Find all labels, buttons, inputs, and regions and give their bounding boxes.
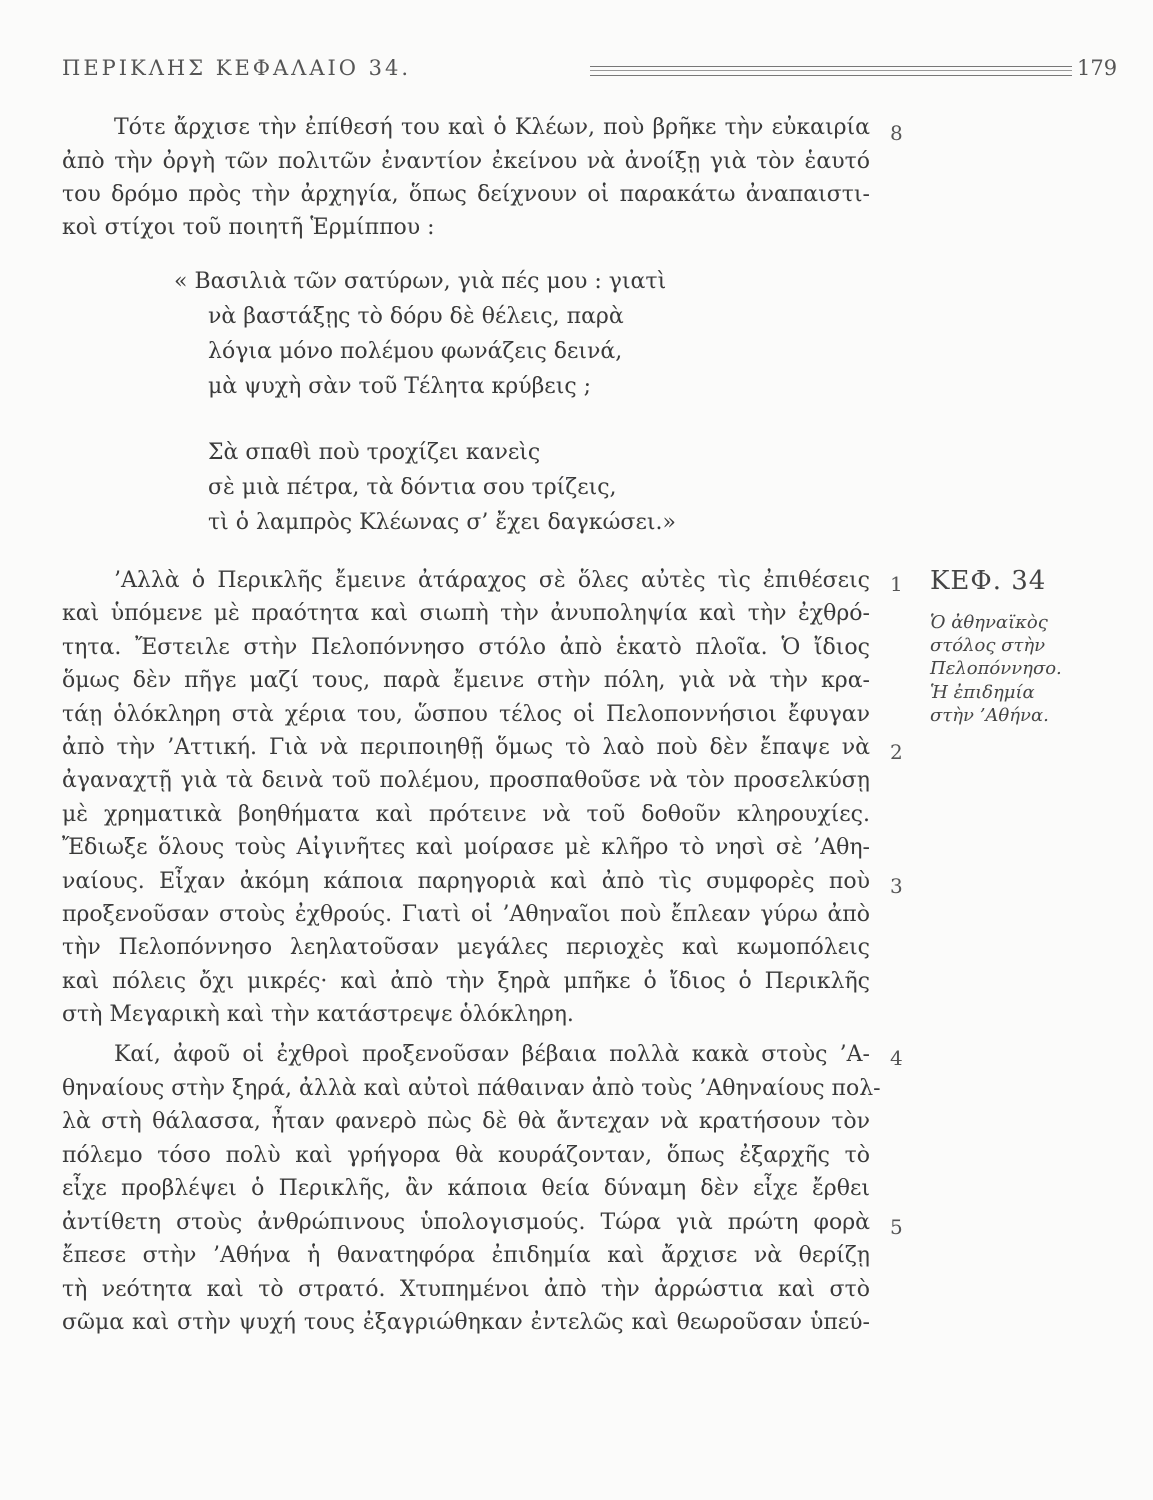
text-line: προξενοῦσαν στοὺς ἐχθρούς. Γιατὶ οἱ ’Αθηναῖοι ποὺ ἔπλεαν γύρω ἀπὸ [62,902,870,927]
text-line: Ἔδιωξε ὅλους τοὺς Αἰγινῆτες καὶ μοίρασε μὲ κλῆρο τὸ νησὶ σὲ ’Αθη- [62,835,870,860]
verse-line: Σὰ σπαθὶ ποὺ τροχίζει κανεὶς [208,440,541,465]
verse-line: μὰ ψυχὴ σὰν τοῦ Τέλητα κρύβεις ; [208,374,592,399]
text-line: στὴ Μεγαρικὴ καὶ τὴν κατάστρεψε ὁλόκληρη. [62,1002,574,1027]
margin-note-line: στόλος στὴν [930,635,1046,656]
text-line: τάῃ ὁλόκληρη στὰ χέρια του, ὥσπου τέλος οἱ Πελοποννήσιοι ἔφυγαν [62,702,870,727]
text-line: σῶμα καὶ στὴν ψυχή τους ἐξαγριώθηκαν ἐντελῶς καὶ θεωροῦσαν ὑπεύ- [62,1310,870,1335]
margin-note-line: Ἡ ἐπιδημία [930,682,1035,703]
text-line: λὰ στὴ θάλασσα, ἦταν φανερὸ πὼς δὲ θὰ ἄντεχαν νὰ κρατήσουν τὸν [62,1109,870,1134]
text-line: του δρόμο πρὸς τὴν ἀρχηγία, ὅπως δείχνουν οἱ παρακάτω ἀναπαιστι- [62,182,870,207]
text-line: καὶ ὑπόμενε μὲ πραότητα καὶ σιωπὴ τὴν ἀνυποληψία καὶ τὴν ἐχθρό- [62,601,870,626]
body-text [62,0,881,1500]
verse-line: νὰ βαστάξῃς τὸ δόρυ δὲ θέλεις, παρὰ [208,304,624,329]
text-line: Καί, ἀφοῦ οἱ ἐχθροὶ προξενοῦσαν βέβαια πολλὰ κακὰ στοὺς ’Α- [114,1042,870,1067]
verse-line: « Βασιλιὰ τῶν σατύρων, γιὰ πές μου : γιατὶ [174,269,667,294]
text-line: ἀντίθετη στοὺς ἀνθρώπινους ὑπολογισμούς. Τώρα γιὰ πρώτη φορὰ [62,1210,870,1235]
text-line: μὲ χρηματικὰ βοηθήματα καὶ πρότεινε νὰ τοῦ δοθοῦν κληρουχίες. [62,802,870,827]
text-line: κοὶ στίχοι τοῦ ποιητῆ Ἑρμίππου : [62,215,435,240]
section-number: 4 [890,1046,903,1070]
page-number: 179 [1077,56,1118,80]
text-line: τὴν Πελοπόννησο λεηλατοῦσαν μεγάλες περιοχὲς καὶ κωμοπόλεις [62,935,870,960]
section-number: 5 [890,1215,903,1239]
verse-line: λόγια μόνο πολέμου φωνάζεις δεινά, [208,339,623,364]
text-line: ’Αλλὰ ὁ Περικλῆς ἔμεινε ἀτάραχος σὲ ὅλες αὐτὲς τὶς ἐπιθέσεις [114,568,870,593]
section-number: 3 [890,874,903,898]
text-line: εἶχε προβλέψει ὁ Περικλῆς, ἂν κάποια θεία δύναμη δὲν εἶχε ἔρθει [62,1176,870,1201]
text-line: τὴ νεότητα καὶ τὸ στρατό. Χτυπημένοι ἀπὸ τὴν ἀρρώστια καὶ στὸ [62,1277,870,1302]
text-line: ὅμως δὲν πῆγε μαζί τους, παρὰ ἔμεινε στὴν πόλη, γιὰ νὰ τὴν κρα- [62,668,870,693]
section-number: 8 [890,121,903,145]
margin-note-line: στὴν ’Αθήνα. [930,705,1049,726]
margin-note-line: Πελοπόννησο. [930,658,1062,679]
text-line: θηναίους στὴν ξηρά, ἀλλὰ καὶ αὐτοὶ πάθαιναν ἀπὸ τοὺς ’Αθηναίους πολ- [62,1076,881,1101]
text-line: ἔπεσε στὴν ’Αθήνα ἡ θανατηφόρα ἐπιδημία καὶ ἄρχισε νὰ θερίζῃ [62,1243,870,1268]
text-line: πόλεμο τόσο πολὺ καὶ γρήγορα θὰ κουράζονταν, ὅπως ἐξαρχῆς τὸ [62,1143,870,1168]
text-line: ἀγαναχτῇ γιὰ τὰ δεινὰ τοῦ πολέμου, προσπαθοῦσε νὰ τὸν προσελκύσῃ [62,768,870,793]
section-number: 2 [890,740,903,764]
verse-line: σὲ μιὰ πέτρα, τὰ δόντια σου τρίζεις, [208,475,617,500]
margin-chapter-heading: ΚΕΦ. 34 [930,566,1047,596]
margin-note-line: Ὁ ἀθηναϊκὸς [930,612,1048,633]
text-line: ἀπὸ τὴν ’Αττική. Γιὰ νὰ περιποιηθῇ ὅμως τὸ λαὸ ποὺ δὲν ἔπαψε νὰ [62,735,870,760]
header-title: ΠΕΡΙΚΛΗΣ ΚΕΦΑΛΑΙΟ 34. [62,56,412,80]
section-number: 1 [890,572,903,596]
verse-line: τὶ ὁ λαμπρὸς Κλέωνας σ’ ἔχει δαγκώσει.» [208,510,676,535]
text-line: ναίους. Εἶχαν ἀκόμη κάποια παρηγοριὰ καὶ ἀπὸ τὶς συμφορὲς ποὺ [62,869,870,894]
text-line: ἀπὸ τὴν ὀργὴ τῶν πολιτῶν ἐναντίον ἐκείνου νὰ ἀνοίξῃ γιὰ τὸν ἑαυτό [62,149,870,174]
text-line: καὶ πόλεις ὄχι μικρές· καὶ ἀπὸ τὴν ξηρὰ μπῆκε ὁ ἴδιος ὁ Περικλῆς [62,969,870,994]
text-line: Τότε ἄρχισε τὴν ἐπίθεσή του καὶ ὁ Κλέων, ποὺ βρῆκε τὴν εὐκαιρία [114,115,870,140]
text-line: τητα. Ἔστειλε στὴν Πελοπόννησο στόλο ἀπὸ ἑκατὸ πλοῖα. Ὁ ἴδιος [62,635,870,660]
